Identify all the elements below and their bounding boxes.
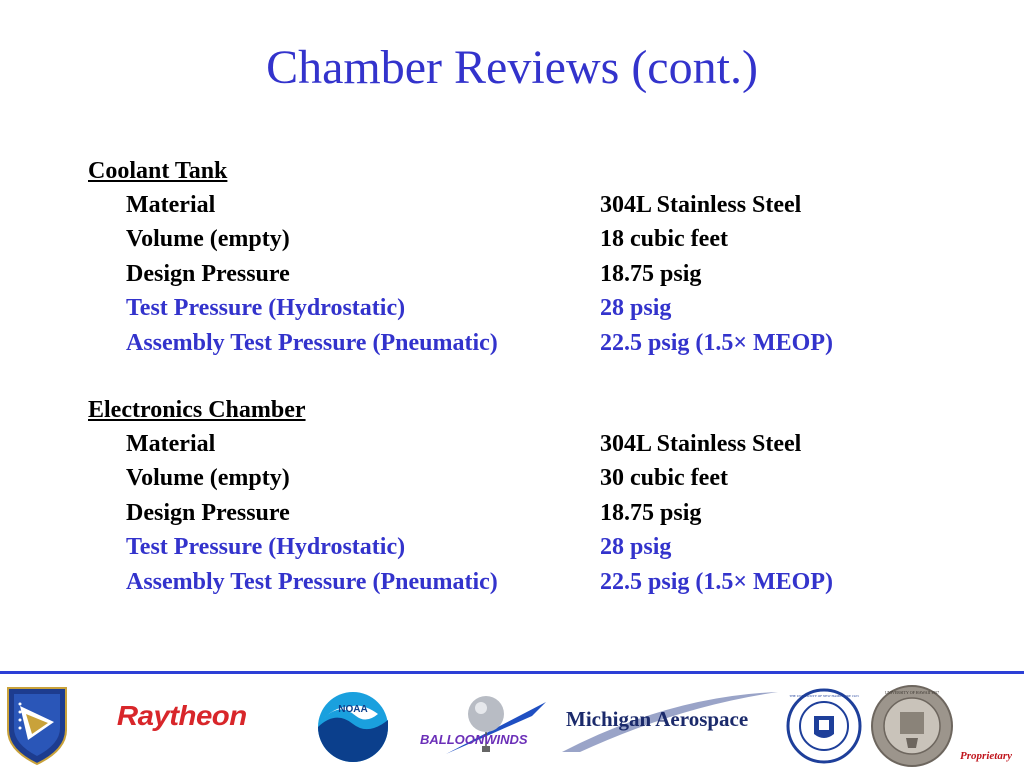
michigan-aerospace-logo: Michigan Aerospace <box>566 707 749 731</box>
spec-label: Material <box>126 192 216 218</box>
spec-label: Design Pressure <box>126 499 290 526</box>
spec-row <box>88 461 988 495</box>
spec-row <box>88 257 988 291</box>
spec-row <box>88 291 988 325</box>
spec-row <box>88 326 988 360</box>
spec-value: 22.5 psig (1.5× MEOP) <box>600 568 834 595</box>
footer-rule <box>0 671 1024 674</box>
electronics-chamber-section <box>88 393 988 599</box>
spec-row <box>88 188 988 222</box>
spec-row <box>88 565 988 599</box>
spec-value: 28 psig <box>600 534 672 561</box>
spec-label: Test Pressure (Hydrostatic) <box>126 295 406 322</box>
spec-value: 22.5 psig (1.5× MEOP) <box>600 329 834 356</box>
spec-row <box>88 222 988 256</box>
spec-value: 28 psig <box>600 295 672 322</box>
spec-value: 18 cubic feet <box>600 226 728 253</box>
afrl-logo-icon <box>4 684 70 766</box>
unh-seal-label: THE UNIVERSITY OF NEW HAMPSHIRE 1923 <box>789 694 859 698</box>
raytheon-logo: Raytheon <box>116 700 247 731</box>
noaa-logo-icon <box>316 690 390 764</box>
balloonwinds-logo-label: BALLOONWINDS <box>420 732 528 747</box>
section-heading: Coolant Tank <box>88 158 228 184</box>
spec-label: Assembly Test Pressure (Pneumatic) <box>126 568 498 595</box>
spec-value: 18.75 psig <box>600 499 702 526</box>
hawaii-seal-label: UNIVERSITY OF HAWAII 1907 <box>884 690 940 695</box>
spec-label: Material <box>126 431 216 457</box>
spec-value: 30 cubic feet <box>600 465 728 492</box>
spec-label: Volume (empty) <box>126 226 290 253</box>
spec-value: 18.75 psig <box>600 260 702 287</box>
spec-row <box>88 530 988 564</box>
proprietary-label: Proprietary <box>960 750 1012 762</box>
spec-row <box>88 496 988 530</box>
spec-label: Design Pressure <box>126 260 290 287</box>
spec-value: 304L Stainless Steel <box>600 431 802 457</box>
slide-title: Chamber Reviews (cont.) <box>266 41 758 94</box>
section-heading: Electronics Chamber <box>88 397 306 423</box>
noaa-logo-label: NOAA <box>338 704 368 715</box>
unh-seal-icon <box>786 688 862 764</box>
spec-label: Volume (empty) <box>126 465 290 492</box>
university-of-hawaii-seal-icon <box>870 684 954 768</box>
spec-row <box>88 427 988 461</box>
balloonwinds-logo-icon <box>416 692 556 764</box>
coolant-tank-section <box>88 154 988 360</box>
spec-label: Test Pressure (Hydrostatic) <box>126 534 406 561</box>
spec-value: 304L Stainless Steel <box>600 192 802 218</box>
spec-label: Assembly Test Pressure (Pneumatic) <box>126 329 498 356</box>
